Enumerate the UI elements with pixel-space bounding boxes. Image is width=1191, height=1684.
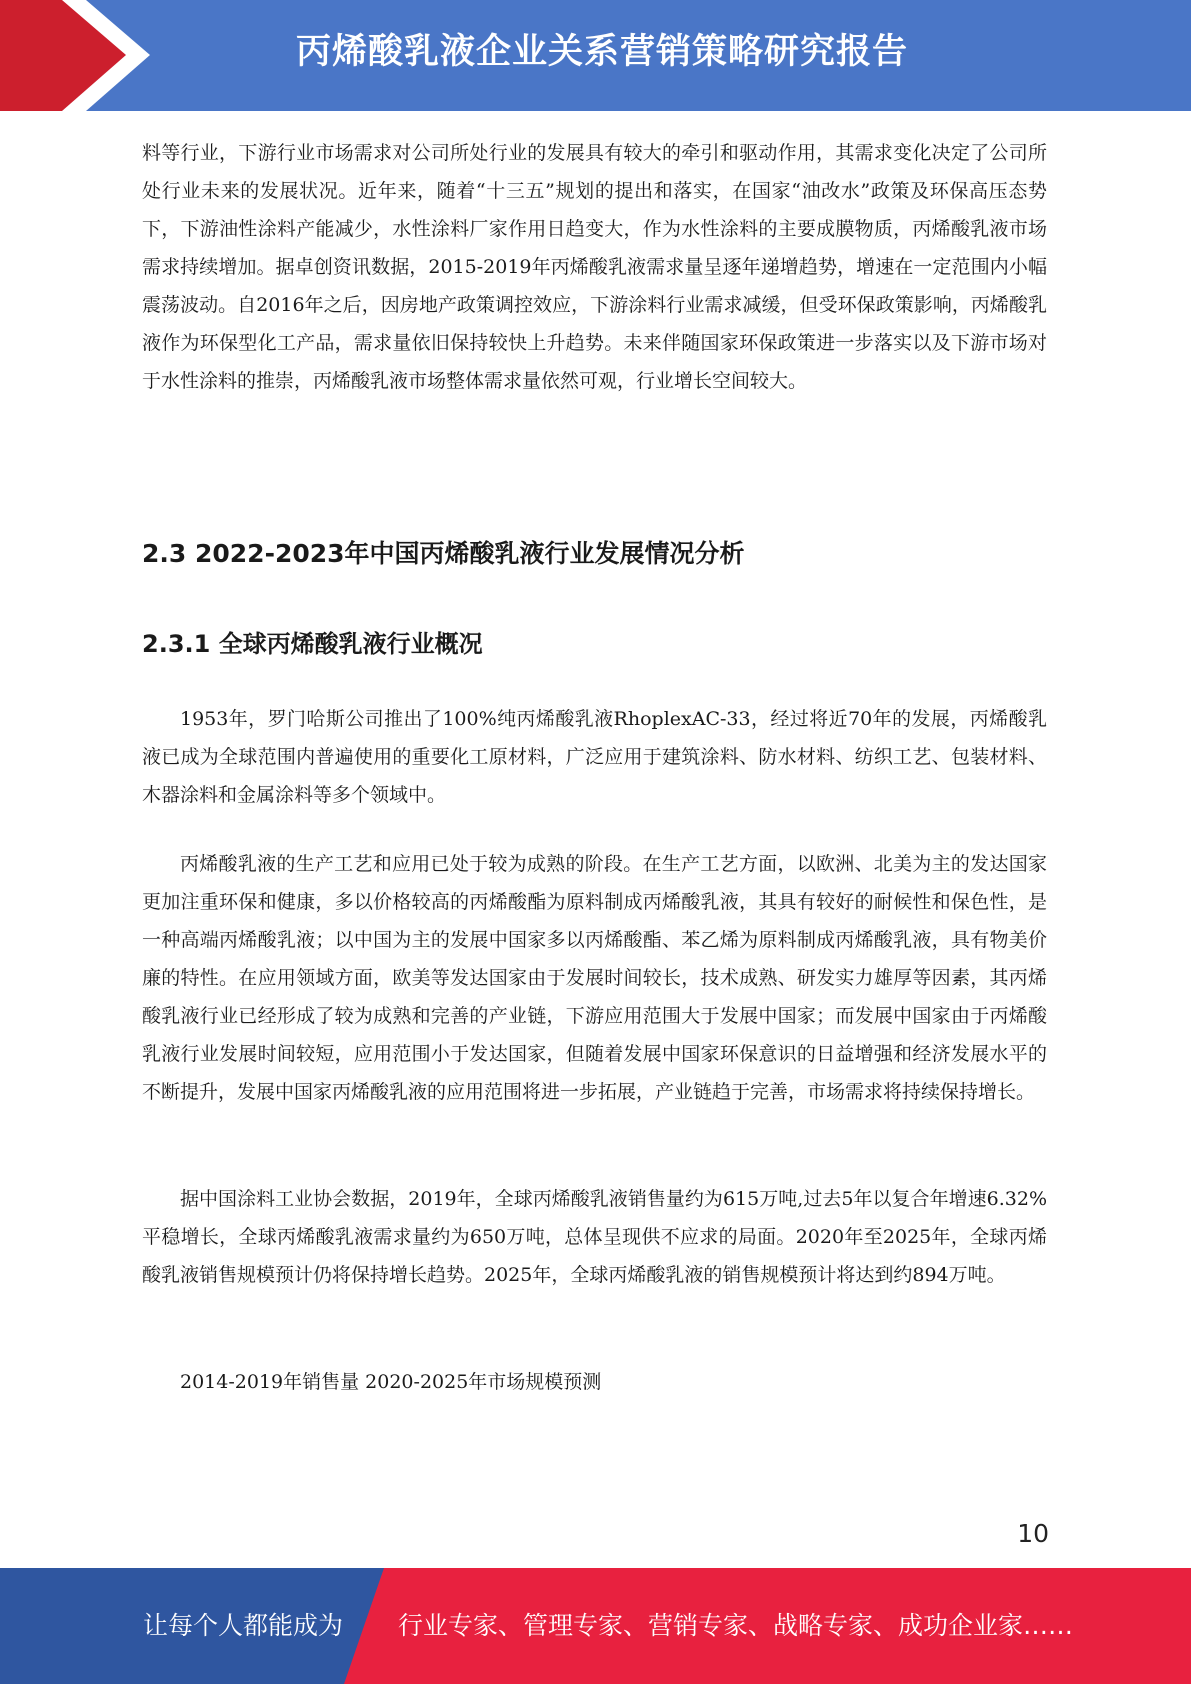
paragraph-block-2	[142, 845, 1047, 1111]
page-number: 10	[1017, 1519, 1049, 1548]
section-heading: 2.3 2022-2023年中国丙烯酸乳液行业发展情况分析	[142, 539, 745, 568]
paragraph-block-1	[142, 700, 1047, 814]
figure-caption-block	[142, 1363, 1047, 1401]
body-paragraph: 1953年，罗门哈斯公司推出了100%纯丙烯酸乳液RhoplexAC-33，经过将近70年的发展，丙烯酸乳液已成为全球范围内普遍使用的重要化工原材料，广泛应用于建筑涂料、防水材料、纺织工艺、包装材料、木器涂料和金属涂料等多个领域中。	[142, 708, 1047, 806]
body-paragraph: 丙烯酸乳液的生产工艺和应用已处于较为成熟的阶段。在生产工艺方面，以欧洲、北美为主的发达国家更加注重环保和健康，多以价格较高的丙烯酸酯为原料制成丙烯酸乳液，其具有较好的耐候性和保色性，是一种高端丙烯酸乳液；以中国为主的发展中国家多以丙烯酸酯、苯乙烯为原料制成丙烯酸乳液，具有物美价廉的特性。在应用领域方面，欧美等发达国家由于发展时间较长，技术成熟、研发实力雄厚等因素，其丙烯酸乳液行业已经形成了较为成熟和完善的产业链，下游应用范围大于发展中国家；而发展中国家由于丙烯酸乳液行业发展时间较短，应用范围小于发达国家，但随着发展中国家环保意识的日益增强和经济发展水平的不断提升，发展中国家丙烯酸乳液的应用范围将进一步拓展，产业链趋于完善，市场需求将持续保持增长。	[142, 853, 1047, 1103]
footer-slogan-left: 让每个人都能成为	[143, 1611, 344, 1640]
paragraph-block-3	[142, 1180, 1047, 1294]
figure-caption: 2014-2019年销售量 2020-2025年市场规模预测	[180, 1371, 602, 1393]
body-paragraph: 据中国涂料工业协会数据，2019年，全球丙烯酸乳液销售量约为615万吨,过去5年以复合年增速6.32%平稳增长，全球丙烯酸乳液需求量约为650万吨，总体呈现供不应求的局面。2020年至2025年，全球丙烯酸乳液销售规模预计仍将保持增长趋势。2025年，全球丙烯酸乳液的销售规模预计将达到约894万吨。	[142, 1188, 1047, 1286]
intro-paragraph: 料等行业，下游行业市场需求对公司所处行业的发展具有较大的牵引和驱动作用，其需求变化决定了公司所处行业未来的发展状况。近年来，随着“十三五”规划的提出和落实，在国家“油改水”政策及环保高压态势下，下游油性涂料产能减少，水性涂料厂家作用日趋变大，作为水性涂料的主要成膜物质，丙烯酸乳液市场需求持续增加。据卓创资讯数据，2015-2019年丙烯酸乳液需求量呈逐年递增趋势，增速在一定范围内小幅震荡波动。自2016年之后，因房地产政策调控效应，下游涂料行业需求减缓，但受环保政策影响，丙烯酸乳液作为环保型化工产品，需求量依旧保持较快上升趋势。未来伴随国家环保政策进一步落实以及下游市场对于水性涂料的推崇，丙烯酸乳液市场整体需求量依然可观，行业增长空间较大。	[142, 142, 1047, 392]
intro-block	[142, 134, 1047, 400]
page-footer	[0, 1568, 1191, 1684]
page-header	[0, 0, 1191, 111]
subsection-heading: 2.3.1 全球丙烯酸乳液行业概况	[142, 630, 483, 658]
footer-slogan-right: 行业专家、管理专家、营销专家、战略专家、成功企业家……	[398, 1611, 1074, 1640]
report-title: 丙烯酸乳液企业关系营销策略研究报告	[296, 32, 909, 72]
